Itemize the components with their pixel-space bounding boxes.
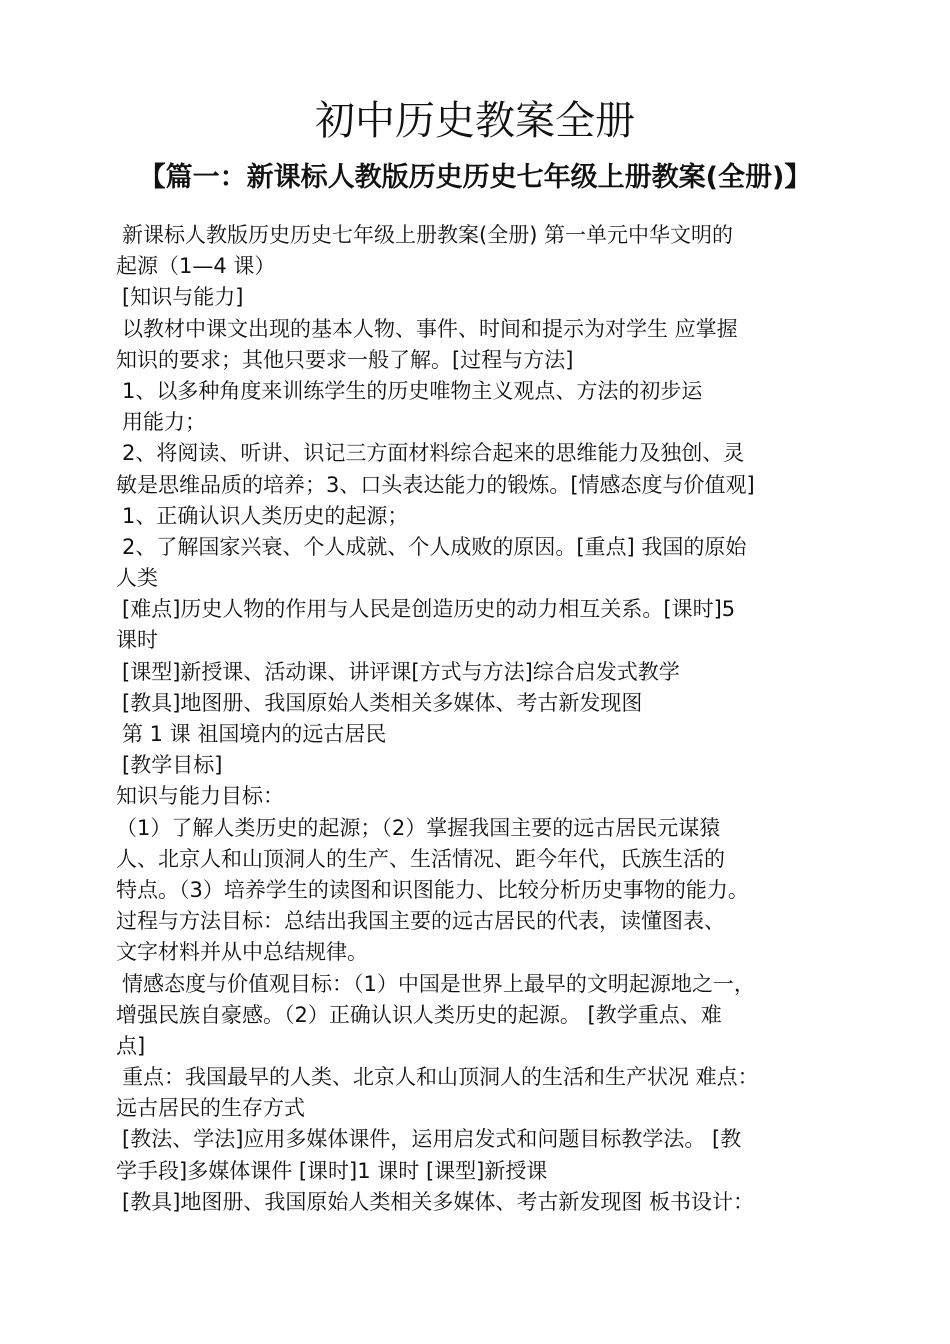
text-line: 知识的要求；其他只要求一般了解。[过程与方法] [116, 347, 574, 372]
text-line: 2、将阅读、听讲、识记三方面材料综合起来的思维能力及独创、灵 [122, 441, 745, 466]
text-line: 起源（1—4 课） [116, 254, 276, 279]
text-line: （1）了解人类历史的起源；（2）掌握我国主要的远古居民元谋猿 [116, 815, 721, 840]
text-line: [难点]历史人物的作用与人民是创造历史的动力相互关系。[课时]5 [122, 597, 736, 622]
text-line: [教法、学法]应用多媒体课件，运用启发式和问题目标教学法。 [教 [122, 1127, 742, 1152]
document-title: 初中历史教案全册 [315, 98, 635, 144]
text-line: [课型]新授课、活动课、讲评课[方式与方法]综合启发式教学 [122, 659, 680, 684]
text-line: 第 1 课 祖国境内的远古居民 [122, 722, 387, 746]
text-line: 人、北京人和山顶洞人的生产、生活情况、距今年代，氏族生活的 [116, 846, 725, 871]
text-line: [教具]地图册、我国原始人类相关多媒体、考古新发现图 板书设计： [122, 1189, 755, 1214]
text-line: 过程与方法目标：总结出我国主要的远古居民的代表，读懂图表、 [116, 909, 725, 934]
document-subtitle: 【篇一：新课标人教版历史历史七年级上册教案(全册)】 [138, 162, 812, 193]
text-line: 增强民族自豪感。（2）正确认识人类历史的起源。 [教学重点、难 [116, 1002, 722, 1027]
text-line: 特点。（3）培养学生的读图和识图能力、比较分析历史事物的能力。 [116, 877, 749, 902]
text-line: 人类 [116, 566, 158, 591]
text-line: [教学目标] [122, 753, 223, 778]
text-line: 用能力； [122, 410, 206, 435]
text-line: 点] [116, 1033, 146, 1058]
document-body [116, 220, 876, 1218]
text-line: 以教材中课文出现的基本人物、事件、时间和提示为对学生 应掌握 [122, 316, 738, 341]
text-line: 情感态度与价值观目标：（1）中国是世界上最早的文明起源地之一， [122, 971, 755, 996]
text-line: 文字材料并从中总结规律。 [116, 940, 368, 965]
text-line: 敏是思维品质的培养；3、口头表达能力的锻炼。[情感态度与价值观] [116, 472, 755, 497]
text-line: 学手段]多媒体课件 [课时]1 课时 [课型]新授课 [116, 1158, 548, 1183]
text-line: 远古居民的生存方式 [116, 1096, 305, 1121]
text-line: [教具]地图册、我国原始人类相关多媒体、考古新发现图 [122, 690, 643, 715]
text-line: 1、以多种角度来训练学生的历史唯物主义观点、方法的初步运 [122, 378, 703, 403]
text-line: [知识与能力] [122, 285, 244, 310]
text-line: 知识与能力目标： [116, 784, 284, 809]
text-line: 重点：我国最早的人类、北京人和山顶洞人的生活和生产状况 难点： [122, 1065, 759, 1090]
text-line: 课时 [116, 628, 158, 653]
text-line: 2、了解国家兴衰、个人成就、个人成败的原因。[重点] 我国的原始 [122, 534, 747, 559]
text-line: 1、正确认识人类历史的起源； [122, 503, 409, 528]
text-line: 新课标人教版历史历史七年级上册教案(全册) 第一单元中华文明的 [122, 223, 734, 247]
